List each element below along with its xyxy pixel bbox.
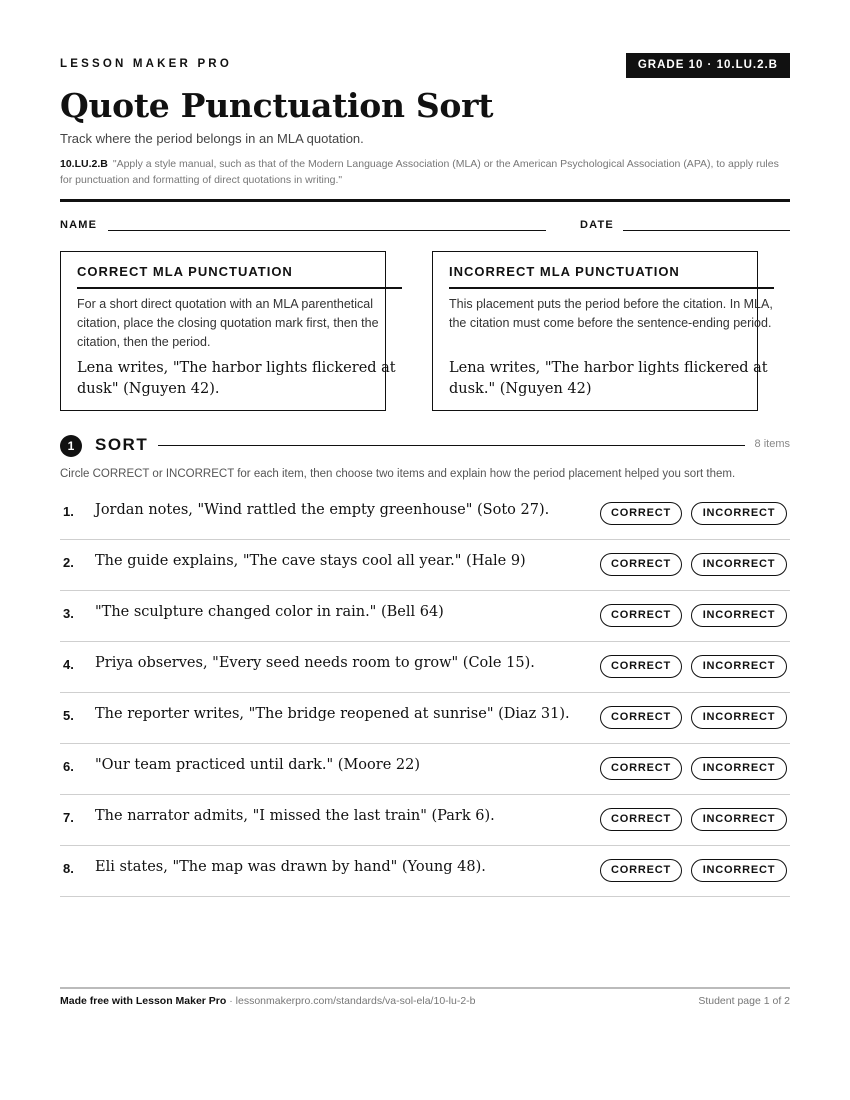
correct-choice[interactable]: CORRECT bbox=[600, 859, 682, 882]
name-date-row bbox=[60, 219, 790, 235]
page-subtitle: Track where the period belongs in an MLA quotation. bbox=[60, 131, 364, 146]
sort-item bbox=[60, 846, 790, 897]
item-sentence: "The sculpture changed color in rain." (Bell 64) bbox=[95, 604, 444, 620]
incorrect-choice[interactable]: INCORRECT bbox=[691, 655, 787, 678]
sort-instructions: Circle CORRECT or INCORRECT for each item, then choose two items and explain how the period placement helped you sort them. bbox=[60, 468, 736, 480]
grade-badge: GRADE 10 · 10.LU.2.B bbox=[626, 53, 790, 78]
incorrect-choice[interactable]: INCORRECT bbox=[691, 502, 787, 525]
header-divider bbox=[60, 199, 790, 202]
correct-choice[interactable]: CORRECT bbox=[600, 553, 682, 576]
box-heading: INCORRECT MLA PUNCTUATION bbox=[449, 264, 680, 279]
item-number: 5. bbox=[63, 708, 74, 723]
section-title: SORT bbox=[95, 435, 149, 454]
box-body: For a short direct quotation with an MLA parenthetical citation, place the closing quotation mark first, then the citation, then the period. bbox=[77, 297, 379, 349]
box-example: Lena writes, "The harbor lights flickered at dusk" (Nguyen 42). bbox=[77, 360, 396, 397]
sort-item bbox=[60, 744, 790, 795]
page-title: Quote Punctuation Sort bbox=[60, 86, 494, 125]
standard-text: "Apply a style manual, such as that of the Modern Language Association (MLA) or the American Psychological Association (APA), to apply rules for punctuation and formatting of direct quotations in writing." bbox=[60, 158, 779, 186]
item-number: 3. bbox=[63, 606, 74, 621]
box-heading: CORRECT MLA PUNCTUATION bbox=[77, 264, 293, 279]
correct-choice[interactable]: CORRECT bbox=[600, 655, 682, 678]
item-sentence: The reporter writes, "The bridge reopened at sunrise" (Diaz 31). bbox=[95, 706, 570, 722]
standard-code: 10.LU.2.B bbox=[60, 158, 108, 170]
correct-choice[interactable]: CORRECT bbox=[600, 706, 682, 729]
sort-item-list bbox=[60, 489, 790, 897]
page-indicator: Student page 1 of 2 bbox=[698, 995, 790, 1007]
correct-choice[interactable]: CORRECT bbox=[600, 604, 682, 627]
correct-choice[interactable]: CORRECT bbox=[600, 757, 682, 780]
sort-item bbox=[60, 540, 790, 591]
incorrect-choice[interactable]: INCORRECT bbox=[691, 859, 787, 882]
sort-item bbox=[60, 795, 790, 846]
item-sentence: The narrator admits, "I missed the last train" (Park 6). bbox=[95, 808, 495, 824]
correct-choice[interactable]: CORRECT bbox=[600, 502, 682, 525]
sort-section-header bbox=[60, 434, 790, 458]
footer-credit: Made free with Lesson Maker Pro bbox=[60, 995, 227, 1007]
item-count: 8 items bbox=[754, 438, 790, 450]
item-number: 6. bbox=[63, 759, 74, 774]
sort-item bbox=[60, 693, 790, 744]
incorrect-choice[interactable]: INCORRECT bbox=[691, 604, 787, 627]
item-number: 4. bbox=[63, 657, 74, 672]
item-sentence: The guide explains, "The cave stays cool all year." (Hale 9) bbox=[95, 553, 526, 569]
item-sentence: Jordan notes, "Wind rattled the empty greenhouse" (Soto 27). bbox=[95, 502, 550, 518]
sort-item bbox=[60, 489, 790, 540]
item-sentence: "Our team practiced until dark." (Moore 22) bbox=[95, 757, 420, 773]
section-rule bbox=[158, 445, 745, 446]
item-number: 2. bbox=[63, 555, 74, 570]
correct-example-box bbox=[60, 251, 396, 411]
incorrect-choice[interactable]: INCORRECT bbox=[691, 706, 787, 729]
brand-name: LESSON MAKER PRO bbox=[60, 58, 232, 70]
box-divider bbox=[77, 287, 402, 289]
header-bar bbox=[60, 56, 790, 80]
name-label: NAME bbox=[60, 219, 98, 231]
incorrect-choice[interactable]: INCORRECT bbox=[691, 808, 787, 831]
sort-item bbox=[60, 591, 790, 642]
incorrect-choice[interactable]: INCORRECT bbox=[691, 757, 787, 780]
incorrect-example-box bbox=[432, 251, 773, 411]
name-field[interactable] bbox=[108, 230, 546, 231]
item-number: 7. bbox=[63, 810, 74, 825]
date-field[interactable] bbox=[623, 230, 790, 231]
standard-description bbox=[60, 156, 790, 188]
correct-choice[interactable]: CORRECT bbox=[600, 808, 682, 831]
sort-item bbox=[60, 642, 790, 693]
footer-divider bbox=[60, 987, 790, 989]
footer bbox=[60, 995, 790, 1007]
box-divider bbox=[449, 287, 774, 289]
footer-url[interactable]: · lessonmakerpro.com/standards/va-sol-ela/10-lu-2-b bbox=[226, 995, 476, 1007]
item-sentence: Eli states, "The map was drawn by hand" (Young 48). bbox=[95, 859, 486, 875]
incorrect-choice[interactable]: INCORRECT bbox=[691, 553, 787, 576]
item-number: 1. bbox=[63, 504, 74, 519]
section-number-badge: 1 bbox=[60, 435, 82, 457]
box-example: Lena writes, "The harbor lights flickered at dusk." (Nguyen 42) bbox=[449, 360, 768, 397]
date-label: DATE bbox=[580, 219, 614, 231]
box-body: This placement puts the period before the citation. In MLA, the citation must come before the sentence-ending period. bbox=[449, 297, 773, 330]
item-number: 8. bbox=[63, 861, 74, 876]
item-sentence: Priya observes, "Every seed needs room to grow" (Cole 15). bbox=[95, 655, 535, 671]
